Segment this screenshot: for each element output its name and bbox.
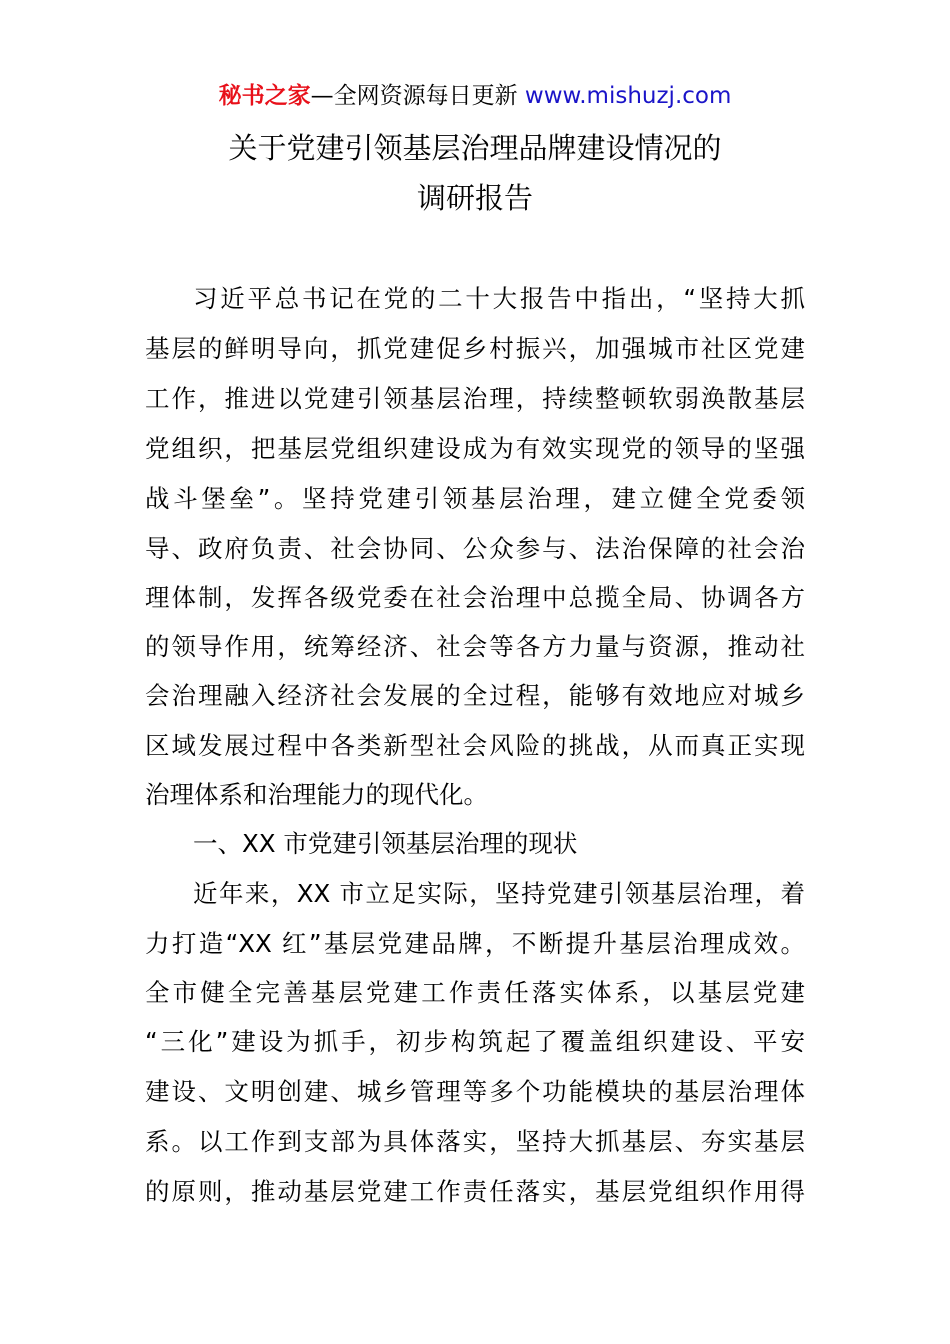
paragraph-line: 治理体系和治理能力的现代化。: [145, 780, 488, 809]
paragraph-line: 党组织，把基层党组织建设成为有效实现党的领导的坚强: [145, 434, 805, 463]
paragraph-line: 力打造“XX 红”基层党建品牌，不断提升基层治理成效。: [145, 929, 805, 958]
brand-name: 秘书之家: [218, 83, 311, 109]
paragraph-line: 导、政府负责、社会协同、公众参与、法治保障的社会治: [145, 534, 805, 563]
paragraph-line: 系。以工作到支部为具体落实，坚持大抓基层、夯实基层: [145, 1127, 805, 1156]
paragraph-line: 近年来，XX 市立足实际，坚持党建引领基层治理，着: [193, 879, 805, 908]
paragraph-line: 理体制，发挥各级党委在社会治理中总揽全局、协调各方: [145, 583, 805, 612]
site-url[interactable]: www.mishuzj.com: [524, 83, 732, 109]
paragraph-line: 的领导作用，统筹经济、社会等各方力量与资源，推动社: [145, 632, 805, 661]
site-header: [0, 80, 950, 112]
section-heading: 一、XX 市党建引领基层治理的现状: [193, 829, 578, 858]
document-title-line-2: 调研报告: [416, 181, 533, 215]
document-title-line-1: 关于党建引领基层治理品牌建设情况的: [228, 131, 722, 165]
paragraph-line: 的原则，推动基层党建工作责任落实，基层党组织作用得: [145, 1177, 805, 1206]
paragraph-line: “三化”建设为抓手，初步构筑起了覆盖组织建设、平安: [145, 1027, 805, 1056]
paragraph-line: 全市健全完善基层党建工作责任落实体系，以基层党建: [145, 978, 805, 1007]
header-tagline: —全网资源每日更新: [310, 83, 518, 109]
paragraph-line: 建设、文明创建、城乡管理等多个功能模块的基层治理体: [145, 1077, 805, 1106]
paragraph-line: 会治理融入经济社会发展的全过程，能够有效地应对城乡: [145, 681, 805, 710]
paragraph-line: 战斗堡垒”。坚持党建引领基层治理，建立健全党委领: [145, 484, 805, 513]
paragraph-line: 习近平总书记在党的二十大报告中指出，“坚持大抓: [193, 284, 805, 313]
paragraph-line: 区域发展过程中各类新型社会风险的挑战，从而真正实现: [145, 731, 805, 760]
paragraph-line: 基层的鲜明导向，抓党建促乡村振兴，加强城市社区党建: [145, 334, 805, 363]
paragraph-line: 工作，推进以党建引领基层治理，持续整顿软弱涣散基层: [145, 384, 805, 413]
